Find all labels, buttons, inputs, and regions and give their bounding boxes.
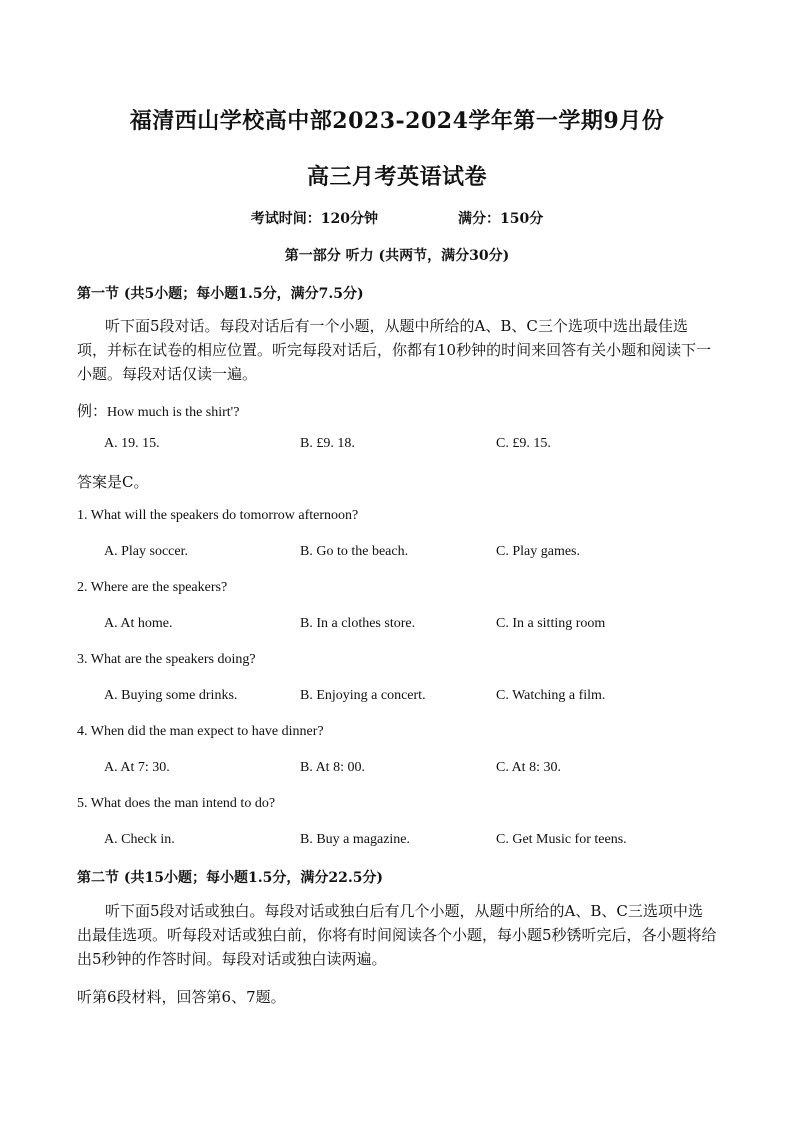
material-note: 听第6段材料，回答第6、7题。	[77, 988, 286, 1006]
section1-heading: 第一节 (共5小题；每小题1.5分，满分7.5分)	[77, 286, 364, 302]
q5-option-b: B. Buy a magazine.	[300, 832, 411, 847]
q4-option-b: B. At 8: 00.	[300, 760, 365, 775]
section2-heading: 第二节 (共15小题；每小题1.5分，满分22.5分)	[77, 870, 384, 886]
q2-option-c: C. In a sitting room	[496, 616, 606, 631]
example-option-b: B. £9. 18.	[300, 436, 355, 451]
part-one-heading: 第一部分 听力 (共两节，满分30分)	[284, 248, 510, 264]
question-5: 5. What does the man intend to do?	[77, 796, 276, 811]
example-answer: 答案是C。	[77, 473, 149, 491]
example-option-a: A. 19. 15.	[104, 436, 160, 451]
q3-option-a: A. Buying some drinks.	[104, 688, 238, 703]
q2-option-a: A. At home.	[104, 616, 173, 631]
question-2: 2. Where are the speakers?	[77, 580, 228, 595]
q4-option-a: A. At 7: 30.	[104, 760, 170, 775]
q2-option-b: B. In a clothes store.	[300, 616, 416, 631]
question-4: 4. When did the man expect to have dinner?	[77, 724, 324, 739]
example-label: 例：	[77, 402, 108, 420]
full-score: 满分：150分	[458, 211, 544, 227]
q4-option-c: C. At 8: 30.	[496, 760, 561, 775]
q1-option-a: A. Play soccer.	[104, 544, 188, 559]
q3-option-b: B. Enjoying a concert.	[300, 688, 426, 703]
q1-option-b: B. Go to the beach.	[300, 544, 409, 559]
q5-option-c: C. Get Music for teens.	[496, 832, 627, 847]
section2-instructions: 听下面5段对话或独白。每段对话或独白后有几个小题，从题中所给的A、B、C三选项中选出最佳选项。听每段对话或独白前，你将有时间阅读各个小题，每小题5秒锈听完后，各小题将给出5秒钟的作答时间。每段对话或独白读两遍。	[77, 902, 717, 968]
question-3: 3. What are the speakers doing?	[77, 652, 256, 667]
example-question	[77, 400, 239, 421]
exam-title-line2: 高三月考英语试卷	[306, 164, 487, 190]
exam-meta	[0, 208, 794, 228]
exam-title-line1: 福清西山学校高中部2023-2024学年第一学期9月份	[129, 108, 665, 134]
q5-option-a: A. Check in.	[104, 832, 175, 847]
question-1: 1. What will the speakers do tomorrow afternoon?	[77, 508, 359, 523]
example-option-c: C. £9. 15.	[496, 436, 551, 451]
example-question-text: How much is the shirt'?	[107, 405, 240, 420]
section1-instructions: 听下面5段对话。每段对话后有一个小题，从题中所给的A、B、C三个选项中选出最佳选项，并标在试卷的相应位置。听完每段对话后，你都有10秒钟的时间来回答有关小题和阅读下一小题。每段对话仅读一遍。	[77, 317, 712, 383]
q3-option-c: C. Watching a film.	[496, 688, 606, 703]
q1-option-c: C. Play games.	[496, 544, 580, 559]
exam-time: 考试时间：120分钟	[250, 211, 378, 227]
